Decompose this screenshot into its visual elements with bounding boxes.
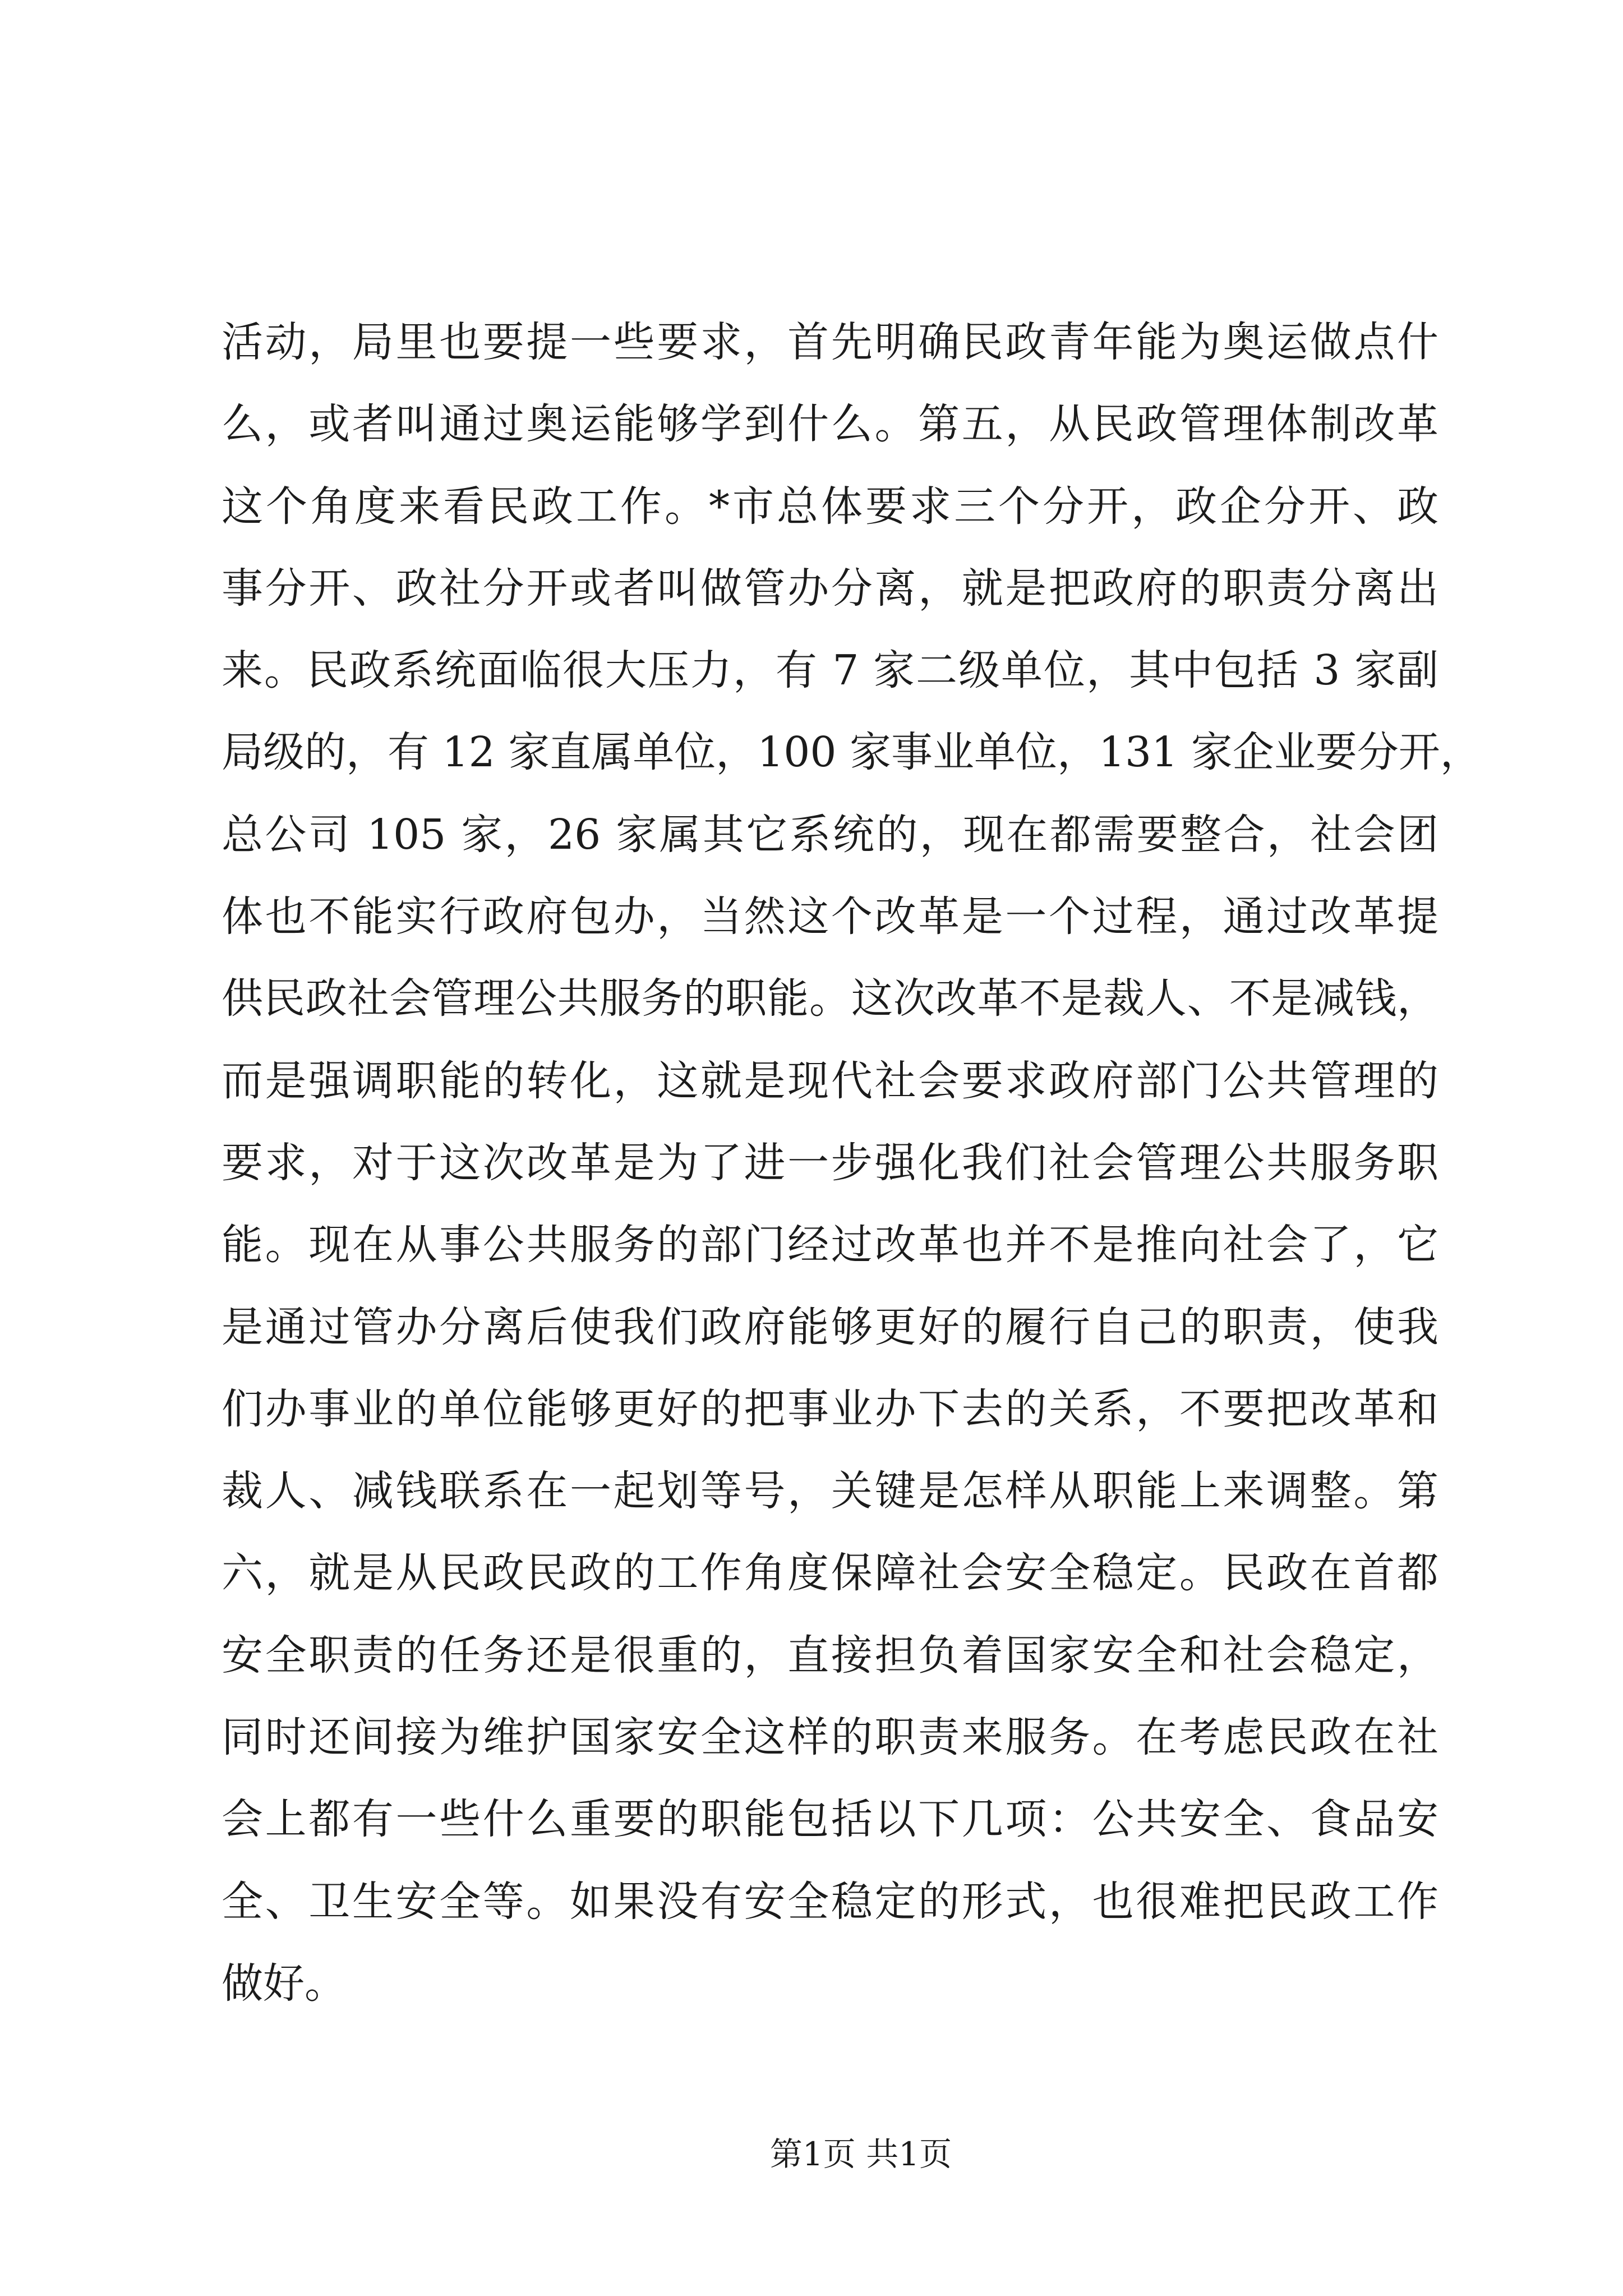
page-number-footer: 第1页 共1页: [769, 2135, 952, 2173]
paragraph-line: 来。民政系统面临很大压力，有 7 家二级单位，其中包括 3 家副: [222, 646, 1438, 695]
paragraph-line: 供民政社会管理公共服务的职能。这次改革不是裁人、不是减钱，: [222, 974, 1438, 1023]
paragraph-line: 而是强调职能的转化，这就是现代社会要求政府部门公共管理的: [222, 1056, 1438, 1105]
paragraph-line: 裁人、减钱联系在一起划等号，关键是怎样从职能上来调整。第: [222, 1467, 1438, 1516]
paragraph-line: 事分开、政社分开或者叫做管办分离，就是把政府的职责分离出: [222, 564, 1438, 613]
paragraph-last-line: 做好。: [222, 1959, 346, 2008]
body-paragraph: [222, 301, 1482, 2024]
paragraph-line: 局级的，有 12 家直属单位，100 家事业单位，131 家企业要分开，: [222, 728, 1482, 777]
paragraph-line: 是通过管办分离后使我们政府能够更好的履行自己的职责，使我: [222, 1303, 1438, 1351]
paragraph-line: 总公司 105 家，26 家属其它系统的，现在都需要整合，社会团: [222, 810, 1438, 859]
paragraph-line: 同时还间接为维护国家安全这样的职责来服务。在考虑民政在社: [222, 1713, 1438, 1762]
paragraph-line: 体也不能实行政府包办，当然这个改革是一个过程，通过改革提: [222, 892, 1438, 941]
paragraph-line: 活动，局里也要提一些要求，首先明确民政青年能为奥运做点什: [222, 318, 1438, 366]
paragraph-line: 六，就是从民政民政的工作角度保障社会安全稳定。民政在首都: [222, 1549, 1438, 1598]
paragraph-line: 安全职责的任务还是很重的，直接担负着国家安全和社会稳定，: [222, 1631, 1438, 1680]
paragraph-line: 能。现在从事公共服务的部门经过改革也并不是推向社会了，它: [222, 1221, 1438, 1269]
paragraph-line: 这个角度来看民政工作。*市总体要求三个分开，政企分开、政: [222, 482, 1438, 531]
paragraph-line: 会上都有一些什么重要的职能包括以下几项：公共安全、食品安: [222, 1795, 1438, 1844]
paragraph-line: 么，或者叫通过奥运能够学到什么。第五，从民政管理体制改革: [222, 400, 1438, 449]
paragraph-line: 要求，对于这次改革是为了进一步强化我们社会管理公共服务职: [222, 1138, 1438, 1187]
paragraph-line: 全、卫生安全等。如果没有安全稳定的形式，也很难把民政工作: [222, 1877, 1438, 1926]
paragraph-line: 们办事业的单位能够更好的把事业办下去的关系，不要把改革和: [222, 1384, 1438, 1433]
